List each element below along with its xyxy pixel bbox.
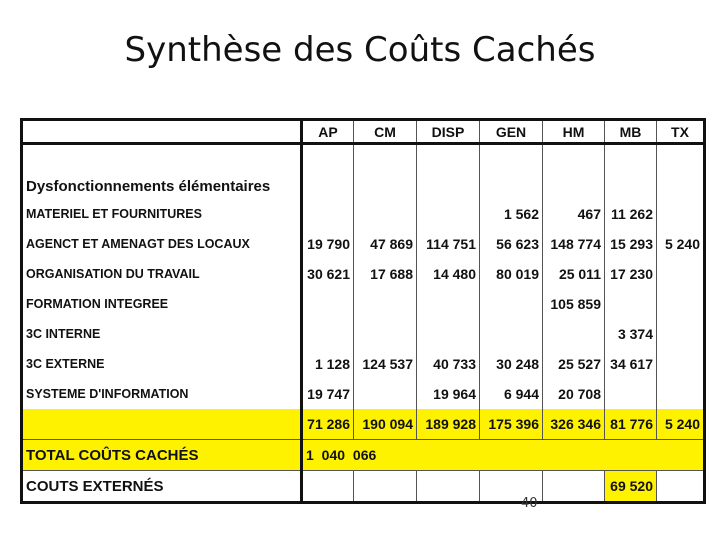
value-cell [354,199,417,229]
value-cell [657,199,705,229]
value-cell: 1 562 [480,199,543,229]
total-row [22,440,705,471]
value-cell: 105 859 [543,289,605,319]
row-label: FORMATION INTEGREE [22,289,302,319]
table-row [22,289,705,319]
header-row [22,120,705,144]
value-cell [657,289,705,319]
value-cell: 25 527 [543,349,605,379]
value-cell [417,289,480,319]
value-cell: 124 537 [354,349,417,379]
row-label: 3C EXTERNE [22,349,302,379]
value-cell: 5 240 [657,229,705,259]
header-tx: TX [657,120,705,144]
value-cell: 15 293 [605,229,657,259]
total-label: TOTAL COÛTS CACHÉS [22,440,302,471]
value-cell: 30 248 [480,349,543,379]
value-cell: 19 747 [302,379,354,409]
total-value: 1 040 066 [302,440,705,471]
row-label: ORGANISATION DU TRAVAIL [22,259,302,289]
table-row [22,379,705,409]
empty-cell [302,471,354,503]
cost-table [20,118,706,504]
value-cell [417,319,480,349]
external-costs-row [22,471,705,503]
value-cell [605,289,657,319]
value-cell [354,379,417,409]
value-cell [657,259,705,289]
page-number: 40 [521,496,538,511]
value-cell [657,319,705,349]
value-cell: 11 262 [605,199,657,229]
value-cell: 56 623 [480,229,543,259]
section-label: Dysfonctionnements élémentaires [22,144,302,200]
value-cell: 19 790 [302,229,354,259]
slide-title: Synthèse des Coûts Cachés [124,30,596,70]
subtotal-cell: 81 776 [605,409,657,440]
subtotal-cell: 175 396 [480,409,543,440]
empty-cell [354,471,417,503]
row-label: SYSTEME D'INFORMATION [22,379,302,409]
value-cell [605,379,657,409]
value-cell: 20 708 [543,379,605,409]
value-cell: 148 774 [543,229,605,259]
section-row [22,144,705,200]
external-label: COUTS EXTERNÉS [22,471,302,503]
value-cell: 34 617 [605,349,657,379]
value-cell: 17 230 [605,259,657,289]
subtotal-cell: 190 094 [354,409,417,440]
value-cell: 3 374 [605,319,657,349]
subtotal-empty-cell [22,409,302,440]
value-cell: 25 011 [543,259,605,289]
row-label: AGENCT ET AMENAGT DES LOCAUX [22,229,302,259]
value-cell [302,199,354,229]
value-cell: 47 869 [354,229,417,259]
table-row [22,199,705,229]
subtotal-cell: 5 240 [657,409,705,440]
value-cell [417,199,480,229]
value-cell: 30 621 [302,259,354,289]
value-cell [302,289,354,319]
header-disp: DISP [417,120,480,144]
value-cell [480,289,543,319]
table-row [22,319,705,349]
value-cell [657,349,705,379]
empty-cell [657,471,705,503]
external-value: 69 520 [605,471,657,503]
value-cell [543,319,605,349]
value-cell: 6 944 [480,379,543,409]
value-cell: 1 128 [302,349,354,379]
row-label: 3C INTERNE [22,319,302,349]
subtotal-cell: 326 346 [543,409,605,440]
header-gen: GEN [480,120,543,144]
table-row [22,349,705,379]
header-ap: AP [302,120,354,144]
value-cell: 14 480 [417,259,480,289]
row-label: MATERIEL ET FOURNITURES [22,199,302,229]
header-cm: CM [354,120,417,144]
value-cell: 114 751 [417,229,480,259]
value-cell: 19 964 [417,379,480,409]
header-mb: MB [605,120,657,144]
subtotal-row [22,409,705,440]
header-empty-cell [22,120,302,144]
value-cell: 467 [543,199,605,229]
value-cell: 17 688 [354,259,417,289]
subtotal-cell: 189 928 [417,409,480,440]
value-cell [657,379,705,409]
value-cell [480,319,543,349]
empty-cell [543,471,605,503]
value-cell [354,289,417,319]
empty-cell [417,471,480,503]
header-hm: HM [543,120,605,144]
value-cell: 80 019 [480,259,543,289]
value-cell: 40 733 [417,349,480,379]
subtotal-cell: 71 286 [302,409,354,440]
table-row [22,229,705,259]
table-row [22,259,705,289]
value-cell [354,319,417,349]
value-cell [302,319,354,349]
